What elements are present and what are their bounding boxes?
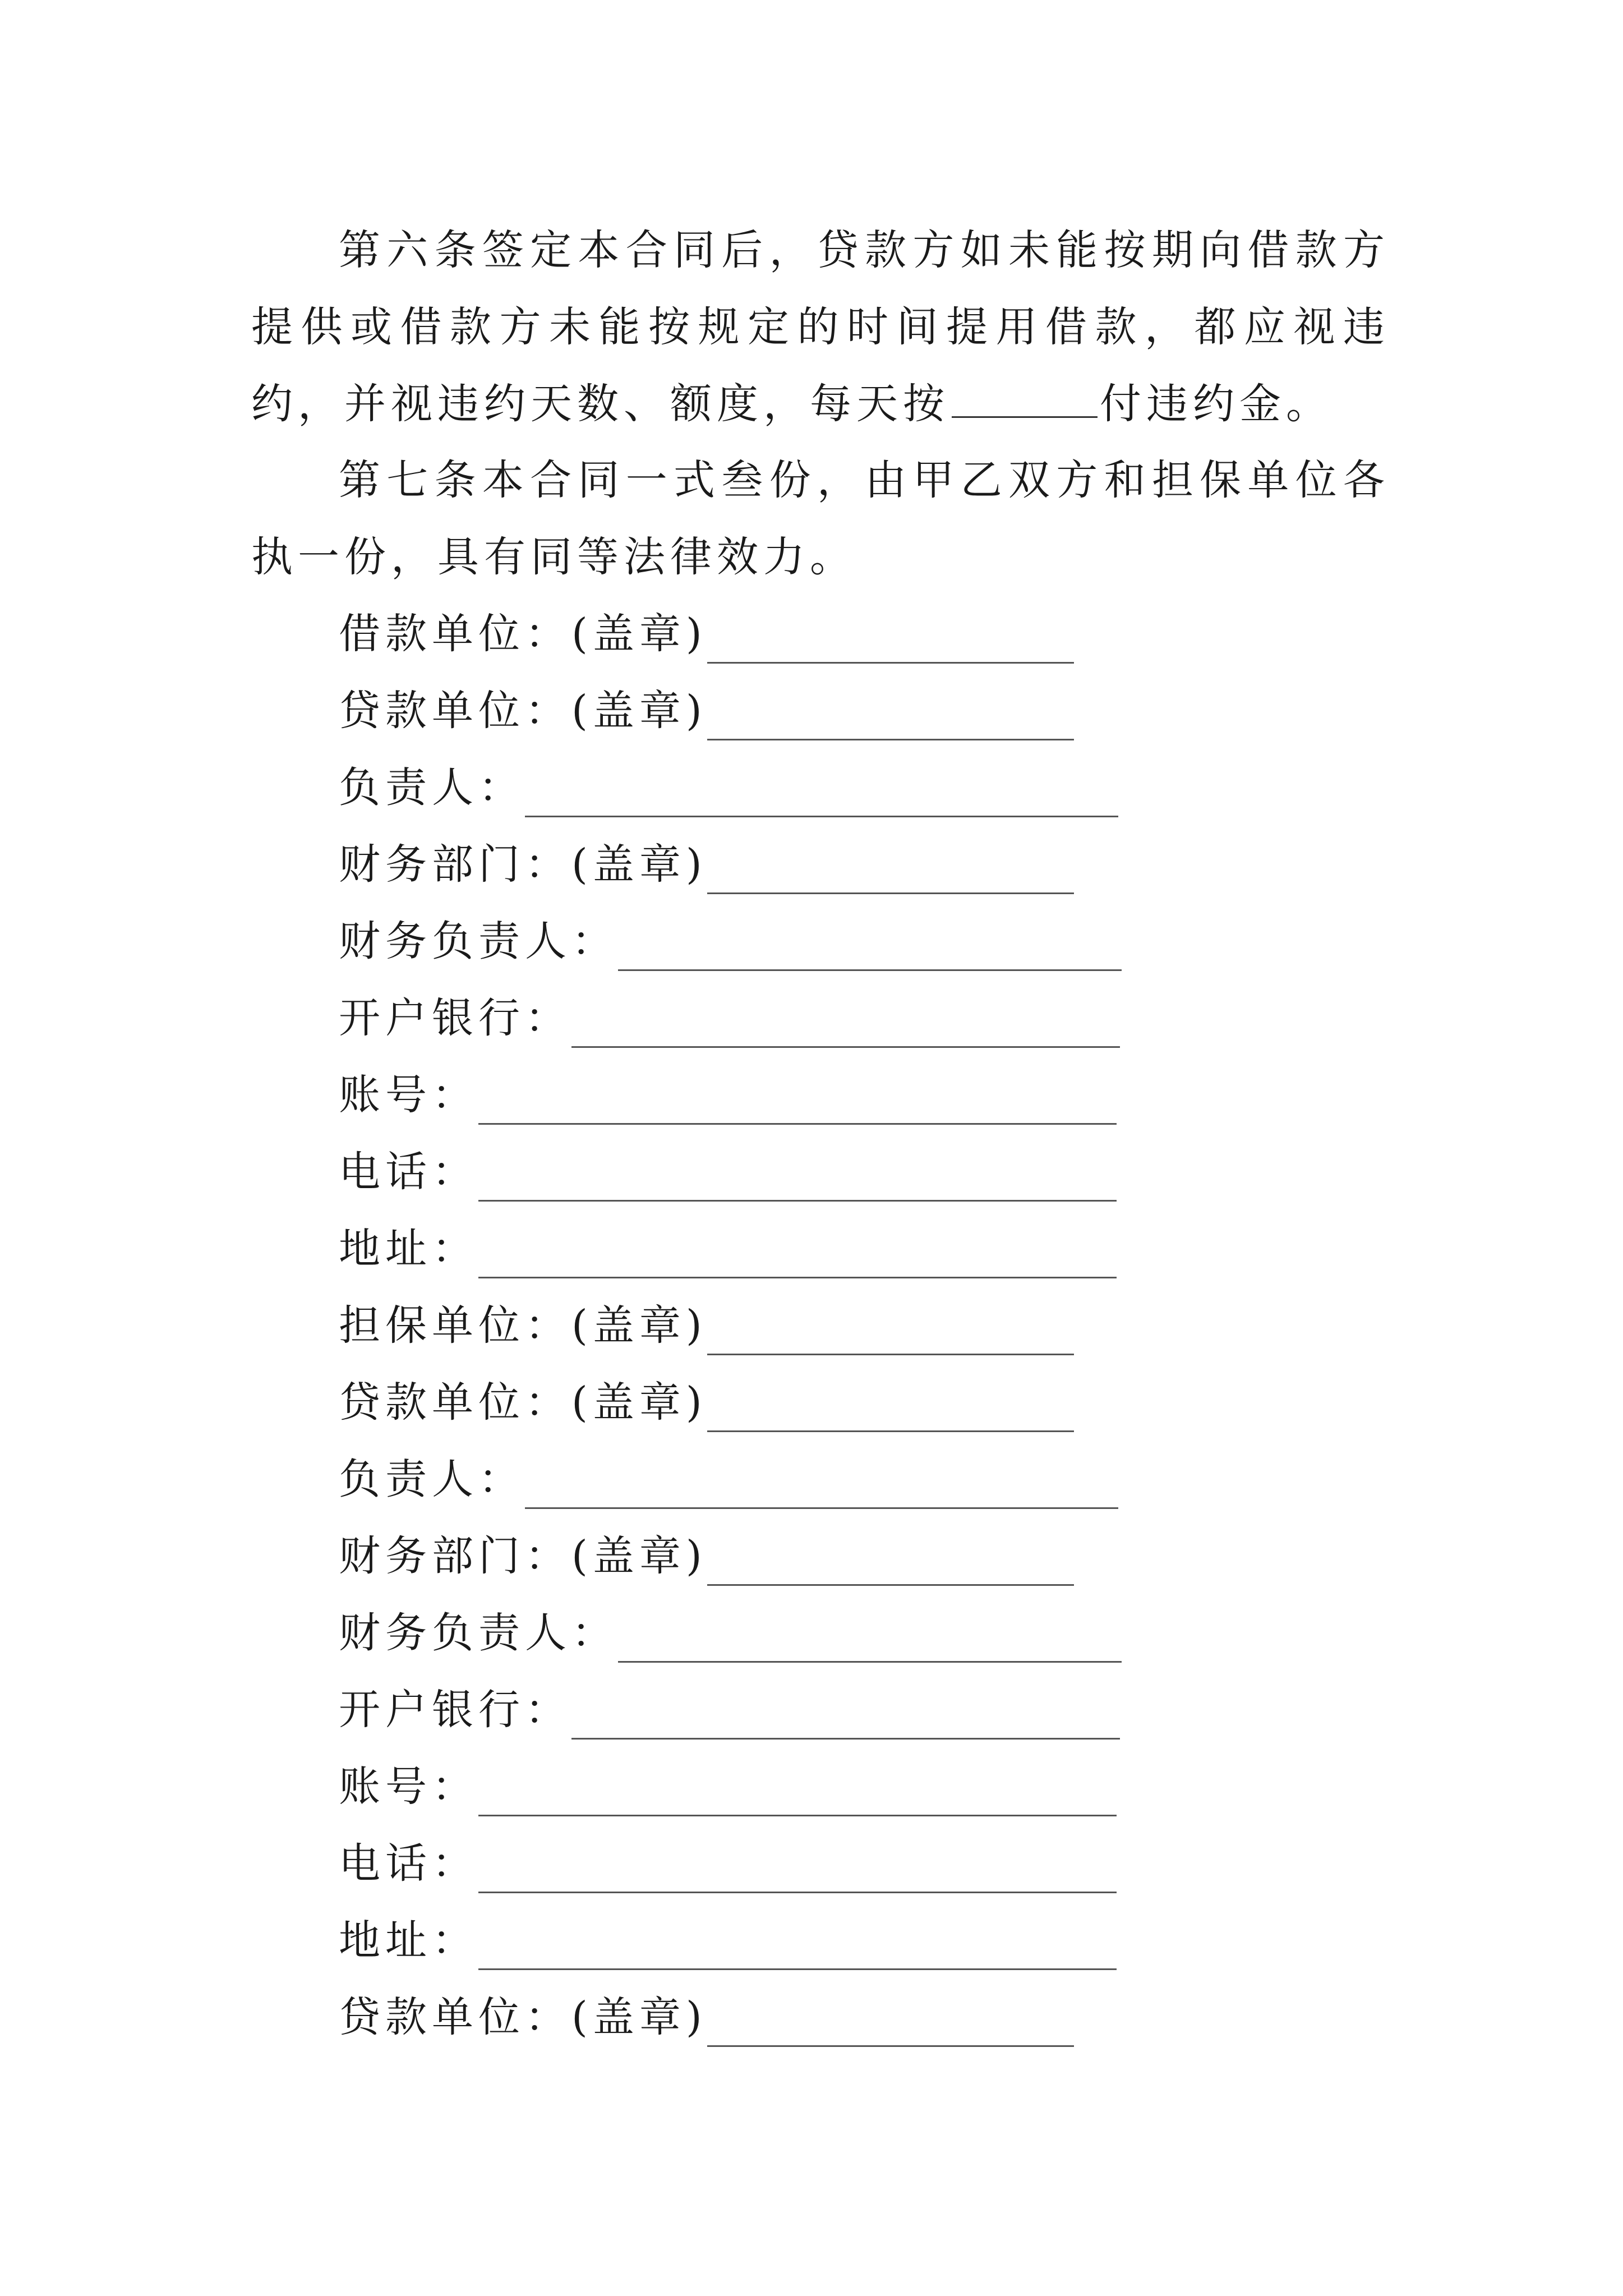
account-field-2 xyxy=(339,1749,1117,1825)
article-6-paragraph xyxy=(251,212,1390,443)
borrower-seal-field xyxy=(339,596,1074,673)
penalty-rate-blank[interactable] xyxy=(952,383,1098,418)
field-label: 借款单位：(盖章) xyxy=(339,610,707,658)
bank-field xyxy=(339,980,1120,1057)
field-label: 地址： xyxy=(339,1225,478,1273)
account-blank[interactable] xyxy=(478,1057,1117,1125)
lender-seal-blank-2[interactable] xyxy=(707,1364,1074,1432)
responsible-person-blank[interactable] xyxy=(525,749,1118,817)
guarantor-seal-blank[interactable] xyxy=(707,1287,1074,1355)
field-label: 担保单位：(盖章) xyxy=(339,1301,707,1350)
field-label: 开户银行： xyxy=(339,1686,571,1734)
responsible-person-field-2 xyxy=(339,1441,1118,1518)
field-label: 贷款单位：(盖章) xyxy=(339,1378,707,1427)
responsible-person-field xyxy=(339,749,1118,826)
field-label: 贷款单位：(盖章) xyxy=(339,1993,707,2041)
field-label: 贷款单位：(盖章) xyxy=(339,687,707,735)
field-label: 账号： xyxy=(339,1763,478,1811)
guarantor-seal-field xyxy=(339,1287,1074,1364)
field-label: 负责人： xyxy=(339,763,525,812)
lender-seal-field-2 xyxy=(339,1364,1074,1441)
bank-field-2 xyxy=(339,1672,1120,1749)
article-6-text: 第六条签定本合同后，贷款方如未能按期向借款方提供或借款方未能按规定的时间提用借款，都应视违约，并视违约天数、额度，每天按 xyxy=(251,226,1390,428)
lender-seal-blank[interactable] xyxy=(707,673,1074,740)
phone-field xyxy=(339,1134,1117,1211)
lender-seal-field-3 xyxy=(339,1979,1074,2056)
finance-dept-seal-blank[interactable] xyxy=(707,826,1074,894)
finance-dept-seal-field-2 xyxy=(339,1518,1074,1595)
field-label: 地址： xyxy=(339,1916,478,1964)
field-label: 电话： xyxy=(339,1839,478,1888)
field-label: 财务部门：(盖章) xyxy=(339,840,707,889)
field-label: 账号： xyxy=(339,1071,478,1119)
field-label: 开户银行： xyxy=(339,994,571,1042)
address-blank[interactable] xyxy=(478,1211,1117,1278)
lender-seal-field xyxy=(339,673,1074,749)
finance-head-blank-2[interactable] xyxy=(618,1595,1122,1663)
address-blank-2[interactable] xyxy=(478,1902,1117,1970)
lender-seal-blank-3[interactable] xyxy=(707,1979,1074,2047)
finance-dept-seal-blank-2[interactable] xyxy=(707,1518,1074,1586)
field-label: 财务负责人： xyxy=(339,1609,618,1657)
account-blank-2[interactable] xyxy=(478,1749,1117,1816)
field-label: 财务部门：(盖章) xyxy=(339,1532,707,1580)
responsible-person-blank-2[interactable] xyxy=(525,1441,1118,1509)
field-label: 负责人： xyxy=(339,1455,525,1503)
field-label: 电话： xyxy=(339,1148,478,1196)
article-6-text-end: 付违约金。 xyxy=(1100,380,1332,428)
article-7-text: 第七条本合同一式叁份，由甲乙双方和担保单位各执一份，具有同等法律效力。 xyxy=(251,456,1390,581)
finance-head-blank[interactable] xyxy=(618,903,1122,971)
address-field-2 xyxy=(339,1902,1117,1979)
phone-field-2 xyxy=(339,1825,1117,1902)
address-field xyxy=(339,1211,1117,1287)
borrower-seal-blank[interactable] xyxy=(707,596,1074,664)
finance-dept-seal-field xyxy=(339,826,1074,903)
phone-blank-2[interactable] xyxy=(478,1825,1117,1893)
phone-blank[interactable] xyxy=(478,1134,1117,1202)
field-label: 财务负责人： xyxy=(339,917,618,965)
article-7-paragraph xyxy=(251,442,1390,596)
bank-blank[interactable] xyxy=(571,980,1120,1048)
finance-head-field-2 xyxy=(339,1595,1122,1672)
finance-head-field xyxy=(339,903,1122,980)
account-field xyxy=(339,1057,1117,1134)
bank-blank-2[interactable] xyxy=(571,1672,1120,1740)
